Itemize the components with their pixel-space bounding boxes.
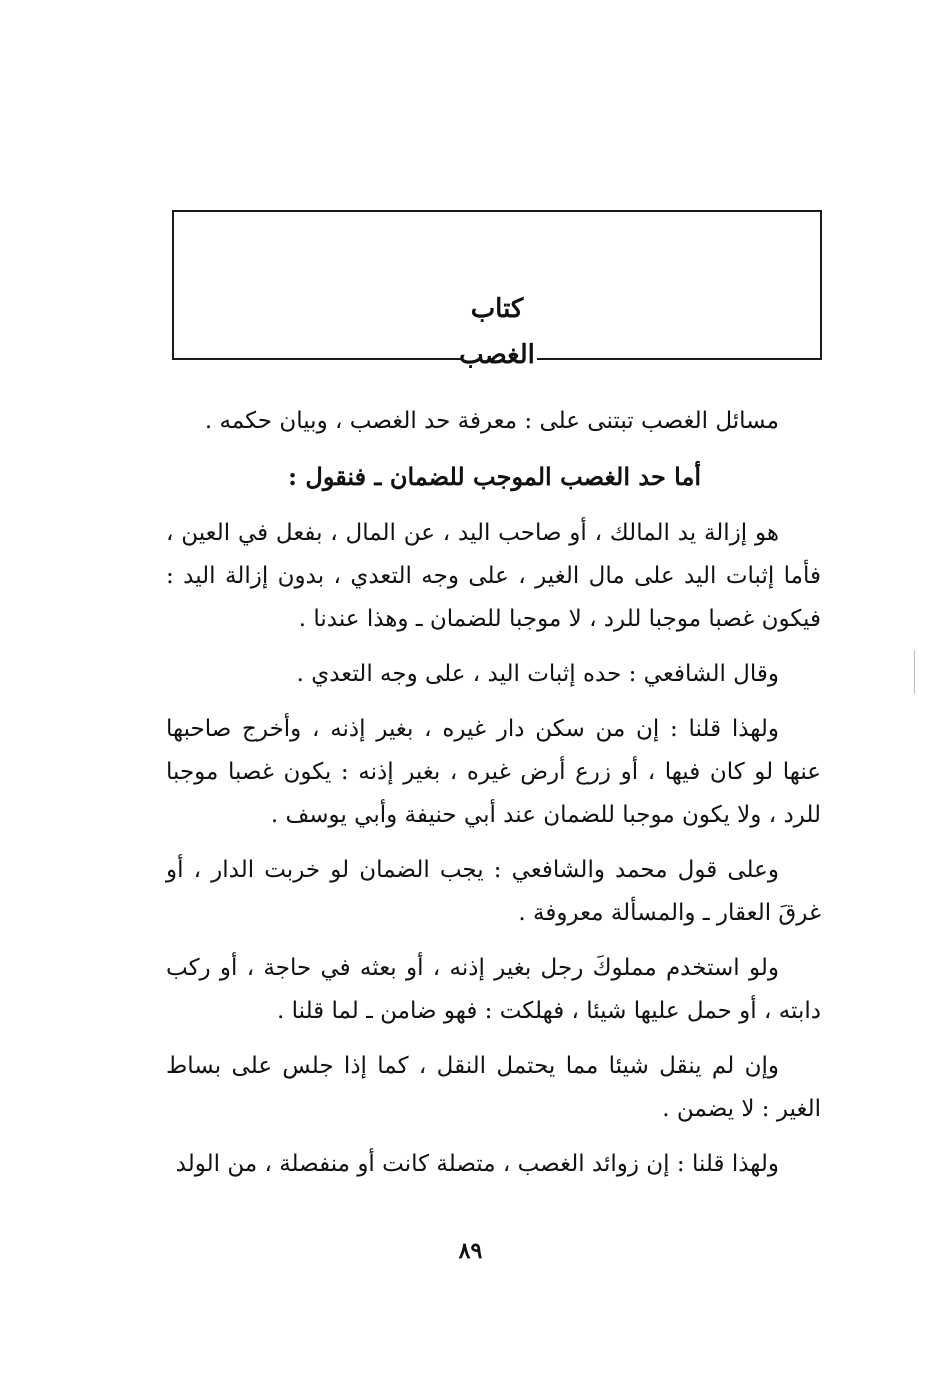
paragraph-servant-example: ولو استخدم مملوكَ رجل بغير إذنه ، أو بعثه في حاجة ، أو ركب دابته ، أو حمل عليها شيئا ، فهلكت : فهو ضامن ـ لما قلنا . bbox=[166, 955, 821, 1024]
paragraph-increments: ولهذا قلنا : إن زوائد الغصب ، متصلة كانت أو منفصلة ، من الولد bbox=[175, 1151, 779, 1177]
paragraph-definition: هو إزالة يد المالك ، أو صاحب اليد ، عن المال ، بفعل في العين ، فأما إثبات اليد على مال الغير ، على وجه التعدي ، بدون إزالة اليد : فيكون غصبا موجبا للرد ، لا موجبا للضمان ـ وهذا عندنا . bbox=[166, 520, 821, 632]
body-text bbox=[166, 400, 821, 1198]
section-heading: أما حد الغصب الموجب للضمان ـ فنقول : bbox=[288, 462, 701, 491]
paragraph-carpet-example: وإن لم ينقل شيئا مما يحتمل النقل ، كما إذا جلس على بساط الغير : لا يضمن . bbox=[166, 1053, 821, 1122]
page-number: ٨٩ bbox=[458, 1238, 483, 1264]
paragraph-muhammad-opinion: وعلى قول محمد والشافعي : يجب الضمان لو خربت الدار ، أو غرقَ العقار ـ والمسألة معروفة . bbox=[166, 857, 821, 926]
paragraph-shafii: وقال الشافعي : حده إثبات اليد ، على وجه التعدي . bbox=[296, 661, 779, 687]
title-box-rule-left bbox=[172, 358, 462, 360]
chapter-label: كتاب bbox=[470, 294, 524, 324]
paragraph-house-example: ولهذا قلنا : إن من سكن دار غيره ، بغير إذنه ، وأخرج صاحبها عنها لو كان فيها ، أو زرع أرض غيره ، بغير إذنه : يكون غصبا موجبا للرد ، ولا يكون موجبا للضمان عند أبي حنيفة وأبي يوسف . bbox=[166, 716, 821, 828]
title-box-rule-right bbox=[537, 358, 822, 360]
chapter-title-box bbox=[172, 210, 822, 370]
margin-scan-mark bbox=[914, 650, 915, 694]
chapter-title: الغصب bbox=[459, 340, 535, 370]
paragraph-intro: مسائل الغصب تبتنى على : معرفة حد الغصب ، وبيان حكمه . bbox=[204, 408, 779, 434]
